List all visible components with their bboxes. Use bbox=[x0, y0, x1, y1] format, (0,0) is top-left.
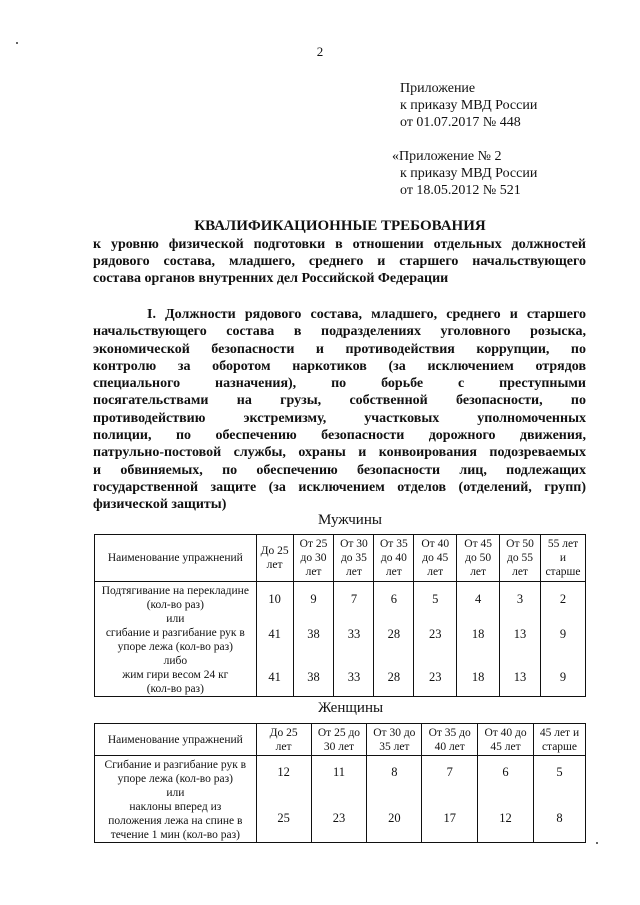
header-text: лет bbox=[346, 566, 362, 578]
header-cell-age bbox=[256, 724, 311, 756]
value-column bbox=[414, 582, 457, 697]
value-column bbox=[540, 582, 585, 697]
value-cell: 7 bbox=[350, 592, 358, 606]
value-cell: 38 bbox=[307, 670, 320, 684]
header-text: лет bbox=[470, 566, 487, 578]
value-cell: 3 bbox=[516, 592, 524, 606]
header-text: 35 лет bbox=[379, 740, 410, 753]
value-cell: 28 bbox=[387, 627, 401, 641]
value-cell: 6 bbox=[502, 765, 509, 779]
section-line: физической защиты) bbox=[93, 497, 227, 513]
header-cell-age bbox=[293, 535, 334, 582]
value-column bbox=[256, 756, 311, 843]
header-text: От 30 bbox=[340, 538, 368, 550]
value-cell: 9 bbox=[559, 627, 567, 641]
header-text: и bbox=[559, 552, 567, 564]
header-text: До 25 bbox=[260, 545, 289, 557]
value-cell: 18 bbox=[471, 627, 485, 641]
appendix-line: «Приложение № 2 bbox=[392, 149, 502, 164]
header-text: От 35 bbox=[379, 538, 408, 550]
value-column bbox=[293, 582, 334, 697]
value-cell: 12 bbox=[499, 811, 512, 825]
value-cell: 2 bbox=[559, 592, 567, 606]
value-column bbox=[478, 756, 534, 843]
document-subtitle bbox=[93, 236, 586, 287]
header-text: старше bbox=[545, 566, 581, 578]
scan-speck bbox=[596, 842, 598, 844]
exercise-name: упоре лежа (кол-во раз) bbox=[117, 641, 233, 653]
subtitle-line: состава органов внутренних дел Российской Федерации bbox=[93, 271, 449, 286]
exercise-name: (кол-во раз) bbox=[146, 599, 204, 611]
exercise-name: упоре лежа (кол-во раз) bbox=[117, 773, 234, 785]
appendix-line: к приказу МВД России bbox=[400, 166, 538, 181]
men-standards-table bbox=[94, 534, 586, 697]
value-cell: 13 bbox=[513, 670, 527, 684]
header-text: лет bbox=[385, 566, 402, 578]
section-line: экономической безопасности и противодействия коррупции, по bbox=[93, 341, 586, 357]
table-row bbox=[95, 756, 586, 843]
exercise-connector: или bbox=[166, 613, 185, 625]
value-column bbox=[334, 582, 374, 697]
value-cell: 6 bbox=[390, 592, 397, 606]
section-line: и обвиняемых, по обеспечению безопасности лиц, подлежащих bbox=[93, 462, 586, 478]
exercise-name-cell bbox=[95, 756, 257, 843]
value-cell: 33 bbox=[347, 627, 361, 641]
exercise-name: Сгибание и разгибание рук в bbox=[104, 759, 247, 771]
value-cell: 28 bbox=[387, 670, 401, 684]
value-column bbox=[367, 756, 422, 843]
value-cell: 33 bbox=[347, 670, 361, 684]
value-cell: 38 bbox=[307, 627, 320, 641]
header-text: лет bbox=[512, 566, 528, 578]
value-cell: 13 bbox=[513, 627, 527, 641]
value-cell: 17 bbox=[443, 811, 456, 825]
subtitle-line: к уровню физической подготовки в отношении отдельных должностей bbox=[93, 237, 586, 252]
section-line: противодействию экстремизму, участковых уполномоченных bbox=[93, 410, 586, 426]
appendix-block-current bbox=[400, 80, 537, 131]
header-text: От 45 bbox=[464, 538, 492, 550]
value-column bbox=[500, 582, 541, 697]
section-line: посягательствами на грузы, собственной безопасности, по bbox=[93, 393, 586, 409]
value-cell: 10 bbox=[268, 592, 281, 606]
header-text: 45 лет и bbox=[539, 726, 580, 739]
value-cell: 8 bbox=[556, 811, 563, 825]
value-cell: 9 bbox=[310, 592, 317, 606]
value-cell: 7 bbox=[446, 765, 453, 779]
header-text: От 30 до bbox=[373, 726, 416, 739]
header-cell-exercise: Наименование упражнений bbox=[95, 724, 257, 756]
header-cell-age bbox=[422, 724, 478, 756]
value-cell: 23 bbox=[428, 670, 442, 684]
header-text: до 30 bbox=[300, 552, 327, 564]
value-cell: 11 bbox=[332, 765, 345, 779]
value-cell: 20 bbox=[388, 811, 401, 825]
value-cell: 5 bbox=[432, 592, 439, 606]
value-cell: 5 bbox=[556, 765, 563, 779]
section-line: контролю за оборотом наркотиков (за исключением отрядов bbox=[93, 358, 586, 374]
header-text: От 40 до bbox=[484, 726, 527, 739]
header-cell-age bbox=[540, 535, 585, 582]
header-cell-age bbox=[256, 535, 293, 582]
section-line: I. Должности рядового состава, младшего, среднего и старшего bbox=[147, 307, 586, 322]
section-line: патрульно-постовой службы, охраны и конвоирования подозреваемых bbox=[93, 445, 586, 461]
value-cell: 41 bbox=[268, 627, 281, 641]
value-column bbox=[457, 582, 500, 697]
header-text: до 55 bbox=[507, 552, 534, 564]
header-text: лет bbox=[266, 559, 283, 571]
value-column bbox=[374, 582, 414, 697]
value-cell: 25 bbox=[277, 811, 290, 825]
value-column bbox=[533, 756, 585, 843]
section-line: полиции, по обеспечению безопасности дорожного движения, bbox=[93, 428, 586, 444]
header-text: От 25 bbox=[299, 538, 328, 550]
exercise-name: сгибание и разгибание рук в bbox=[105, 627, 245, 639]
exercise-name: положения лежа на спине в bbox=[108, 815, 243, 827]
value-cell: 4 bbox=[475, 592, 482, 606]
header-cell-age bbox=[533, 724, 585, 756]
value-column bbox=[311, 756, 367, 843]
header-cell-age bbox=[500, 535, 541, 582]
header-text: 55 лет bbox=[547, 538, 579, 550]
appendix-block-original bbox=[392, 148, 537, 199]
header-text: 45 лет bbox=[490, 740, 521, 753]
header-text: 40 лет bbox=[434, 740, 465, 753]
women-standards-table bbox=[94, 723, 586, 843]
table-header-row bbox=[95, 724, 586, 756]
table-row bbox=[95, 582, 586, 697]
page-number: 2 bbox=[316, 44, 324, 59]
header-cell-age bbox=[367, 724, 422, 756]
header-text: до 50 bbox=[465, 552, 492, 564]
value-cell: 23 bbox=[332, 811, 346, 825]
header-text: лет bbox=[305, 566, 322, 578]
appendix-line: Приложение bbox=[400, 81, 476, 96]
header-cell-age bbox=[478, 724, 534, 756]
header-text: От 50 bbox=[506, 538, 534, 550]
women-table-caption: Женщины bbox=[318, 700, 384, 716]
value-cell: 41 bbox=[268, 670, 281, 684]
exercise-name: течение 1 мин (кол-во раз) bbox=[110, 829, 240, 841]
header-text: до 35 bbox=[340, 552, 367, 564]
section-line: специального назначения), по борьбе с преступными bbox=[93, 376, 586, 392]
header-text: лет bbox=[427, 566, 444, 578]
value-cell: 9 bbox=[559, 670, 567, 684]
section-heading bbox=[93, 306, 586, 514]
header-text: От 25 до bbox=[317, 726, 361, 739]
exercise-name: (кол-во раз) bbox=[146, 683, 204, 695]
header-cell-age bbox=[374, 535, 414, 582]
header-text: до 45 bbox=[422, 552, 449, 564]
header-cell-age bbox=[414, 535, 457, 582]
value-column bbox=[422, 756, 478, 843]
header-text: лет bbox=[275, 740, 292, 753]
value-column bbox=[256, 582, 293, 697]
header-text: 30 лет bbox=[323, 740, 355, 753]
exercise-name: жим гири весом 24 кг bbox=[122, 669, 229, 681]
section-line: государственной защите (за исключением отделов (отделений, групп) bbox=[93, 479, 586, 495]
header-cell-age bbox=[334, 535, 374, 582]
exercise-name-cell bbox=[95, 582, 257, 697]
appendix-line: от 18.05.2012 № 521 bbox=[400, 183, 521, 198]
appendix-line: от 01.07.2017 № 448 bbox=[400, 115, 521, 130]
document-title: КВАЛИФИКАЦИОННЫЕ ТРЕБОВАНИЯ bbox=[194, 218, 486, 234]
header-text: До 25 bbox=[269, 726, 298, 739]
value-cell: 23 bbox=[428, 627, 442, 641]
appendix-line: к приказу МВД России bbox=[400, 98, 538, 113]
exercise-connector: или bbox=[166, 787, 185, 799]
header-cell-age bbox=[457, 535, 500, 582]
exercise-name: наклоны вперед из bbox=[129, 801, 222, 813]
value-cell: 18 bbox=[471, 670, 485, 684]
table-header-row bbox=[95, 535, 586, 582]
subtitle-line: рядового состава, младшего, среднего и старшего начальствующего bbox=[93, 254, 586, 269]
value-cell: 12 bbox=[277, 765, 290, 779]
men-table-caption: Мужчины bbox=[318, 512, 382, 528]
header-text: От 35 до bbox=[428, 726, 471, 739]
section-line: начальствующего состава в подразделениях уголовного розыска, bbox=[93, 324, 586, 340]
exercise-name: Подтягивание на перекладине bbox=[101, 585, 249, 597]
exercise-connector: либо bbox=[163, 655, 188, 667]
header-text: до 40 bbox=[380, 552, 407, 564]
value-cell: 8 bbox=[391, 765, 398, 779]
header-cell-age bbox=[311, 724, 367, 756]
header-cell-exercise: Наименование упражнений bbox=[95, 535, 257, 582]
header-text: старше bbox=[541, 740, 578, 753]
header-text: От 40 bbox=[421, 538, 450, 550]
